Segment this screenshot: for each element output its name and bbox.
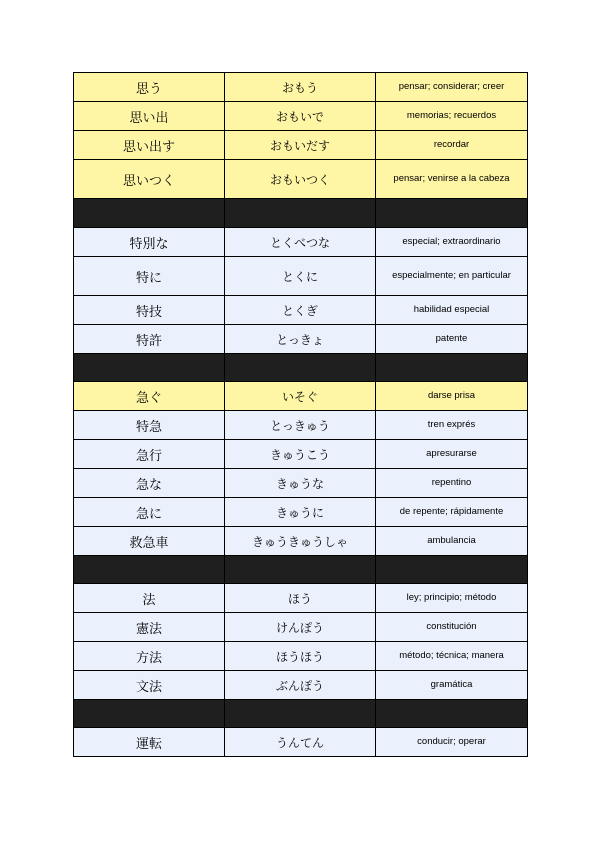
reading-cell: とっきょ xyxy=(225,325,376,354)
kanji-cell: 思い出す xyxy=(74,131,225,160)
meaning-cell: pensar; considerar; creer xyxy=(376,73,528,102)
table-row xyxy=(74,527,528,556)
separator-cell xyxy=(74,199,225,228)
reading-cell: きゅうこう xyxy=(225,440,376,469)
reading-cell: おもいで xyxy=(225,102,376,131)
vocabulary-table xyxy=(73,72,528,757)
reading-cell: きゅうに xyxy=(225,498,376,527)
table-row xyxy=(74,131,528,160)
kanji-cell: 運転 xyxy=(74,728,225,757)
reading-cell: いそぐ xyxy=(225,382,376,411)
table-row xyxy=(74,498,528,527)
meaning-cell: especial; extraordinario xyxy=(376,228,528,257)
meaning-cell: recordar xyxy=(376,131,528,160)
meaning-cell: memorias; recuerdos xyxy=(376,102,528,131)
kanji-cell: 特技 xyxy=(74,296,225,325)
meaning-cell: apresurarse xyxy=(376,440,528,469)
kanji-cell: 特別な xyxy=(74,228,225,257)
reading-cell: ほうほう xyxy=(225,642,376,671)
separator-cell xyxy=(225,700,376,728)
reading-cell: きゅうきゅうしゃ xyxy=(225,527,376,556)
meaning-cell: tren exprés xyxy=(376,411,528,440)
table-row xyxy=(74,296,528,325)
separator-row xyxy=(74,354,528,382)
separator-row xyxy=(74,700,528,728)
meaning-cell: habilidad especial xyxy=(376,296,528,325)
reading-cell: ぶんぽう xyxy=(225,671,376,700)
kanji-cell: 急な xyxy=(74,469,225,498)
separator-cell xyxy=(225,354,376,382)
meaning-cell: ley; principio; método xyxy=(376,584,528,613)
kanji-cell: 憲法 xyxy=(74,613,225,642)
table-row xyxy=(74,642,528,671)
reading-cell: おもいだす xyxy=(225,131,376,160)
table-row xyxy=(74,411,528,440)
separator-row xyxy=(74,199,528,228)
meaning-cell: gramática xyxy=(376,671,528,700)
meaning-cell: darse prisa xyxy=(376,382,528,411)
table-row xyxy=(74,728,528,757)
table-row xyxy=(74,469,528,498)
table-row xyxy=(74,160,528,199)
separator-cell xyxy=(376,199,528,228)
meaning-cell: conducir; operar xyxy=(376,728,528,757)
reading-cell: きゅうな xyxy=(225,469,376,498)
kanji-cell: 特に xyxy=(74,257,225,296)
table-row xyxy=(74,440,528,469)
kanji-cell: 急に xyxy=(74,498,225,527)
reading-cell: けんぽう xyxy=(225,613,376,642)
separator-cell xyxy=(225,199,376,228)
kanji-cell: 特急 xyxy=(74,411,225,440)
reading-cell: おもいつく xyxy=(225,160,376,199)
separator-cell xyxy=(225,556,376,584)
separator-cell xyxy=(74,556,225,584)
kanji-cell: 方法 xyxy=(74,642,225,671)
separator-cell xyxy=(376,700,528,728)
meaning-cell: repentino xyxy=(376,469,528,498)
meaning-cell: especialmente; en particular xyxy=(376,257,528,296)
reading-cell: ほう xyxy=(225,584,376,613)
separator-cell xyxy=(376,354,528,382)
reading-cell: とくべつな xyxy=(225,228,376,257)
table-row xyxy=(74,325,528,354)
meaning-cell: de repente; rápidamente xyxy=(376,498,528,527)
kanji-cell: 特許 xyxy=(74,325,225,354)
table-row xyxy=(74,102,528,131)
kanji-cell: 急ぐ xyxy=(74,382,225,411)
meaning-cell: método; técnica; manera xyxy=(376,642,528,671)
kanji-cell: 急行 xyxy=(74,440,225,469)
kanji-cell: 思う xyxy=(74,73,225,102)
reading-cell: おもう xyxy=(225,73,376,102)
table-row xyxy=(74,228,528,257)
separator-cell xyxy=(376,556,528,584)
meaning-cell: constitución xyxy=(376,613,528,642)
table-row xyxy=(74,382,528,411)
table-row xyxy=(74,584,528,613)
meaning-cell: ambulancia xyxy=(376,527,528,556)
kanji-cell: 法 xyxy=(74,584,225,613)
reading-cell: とくに xyxy=(225,257,376,296)
separator-cell xyxy=(74,700,225,728)
kanji-cell: 思い出 xyxy=(74,102,225,131)
table-row xyxy=(74,671,528,700)
table-row xyxy=(74,73,528,102)
separator-row xyxy=(74,556,528,584)
kanji-cell: 救急車 xyxy=(74,527,225,556)
meaning-cell: patente xyxy=(376,325,528,354)
separator-cell xyxy=(74,354,225,382)
table-row xyxy=(74,257,528,296)
meaning-cell: pensar; venirse a la cabeza xyxy=(376,160,528,199)
reading-cell: とくぎ xyxy=(225,296,376,325)
table-row xyxy=(74,613,528,642)
kanji-cell: 文法 xyxy=(74,671,225,700)
kanji-cell: 思いつく xyxy=(74,160,225,199)
reading-cell: とっきゅう xyxy=(225,411,376,440)
reading-cell: うんてん xyxy=(225,728,376,757)
